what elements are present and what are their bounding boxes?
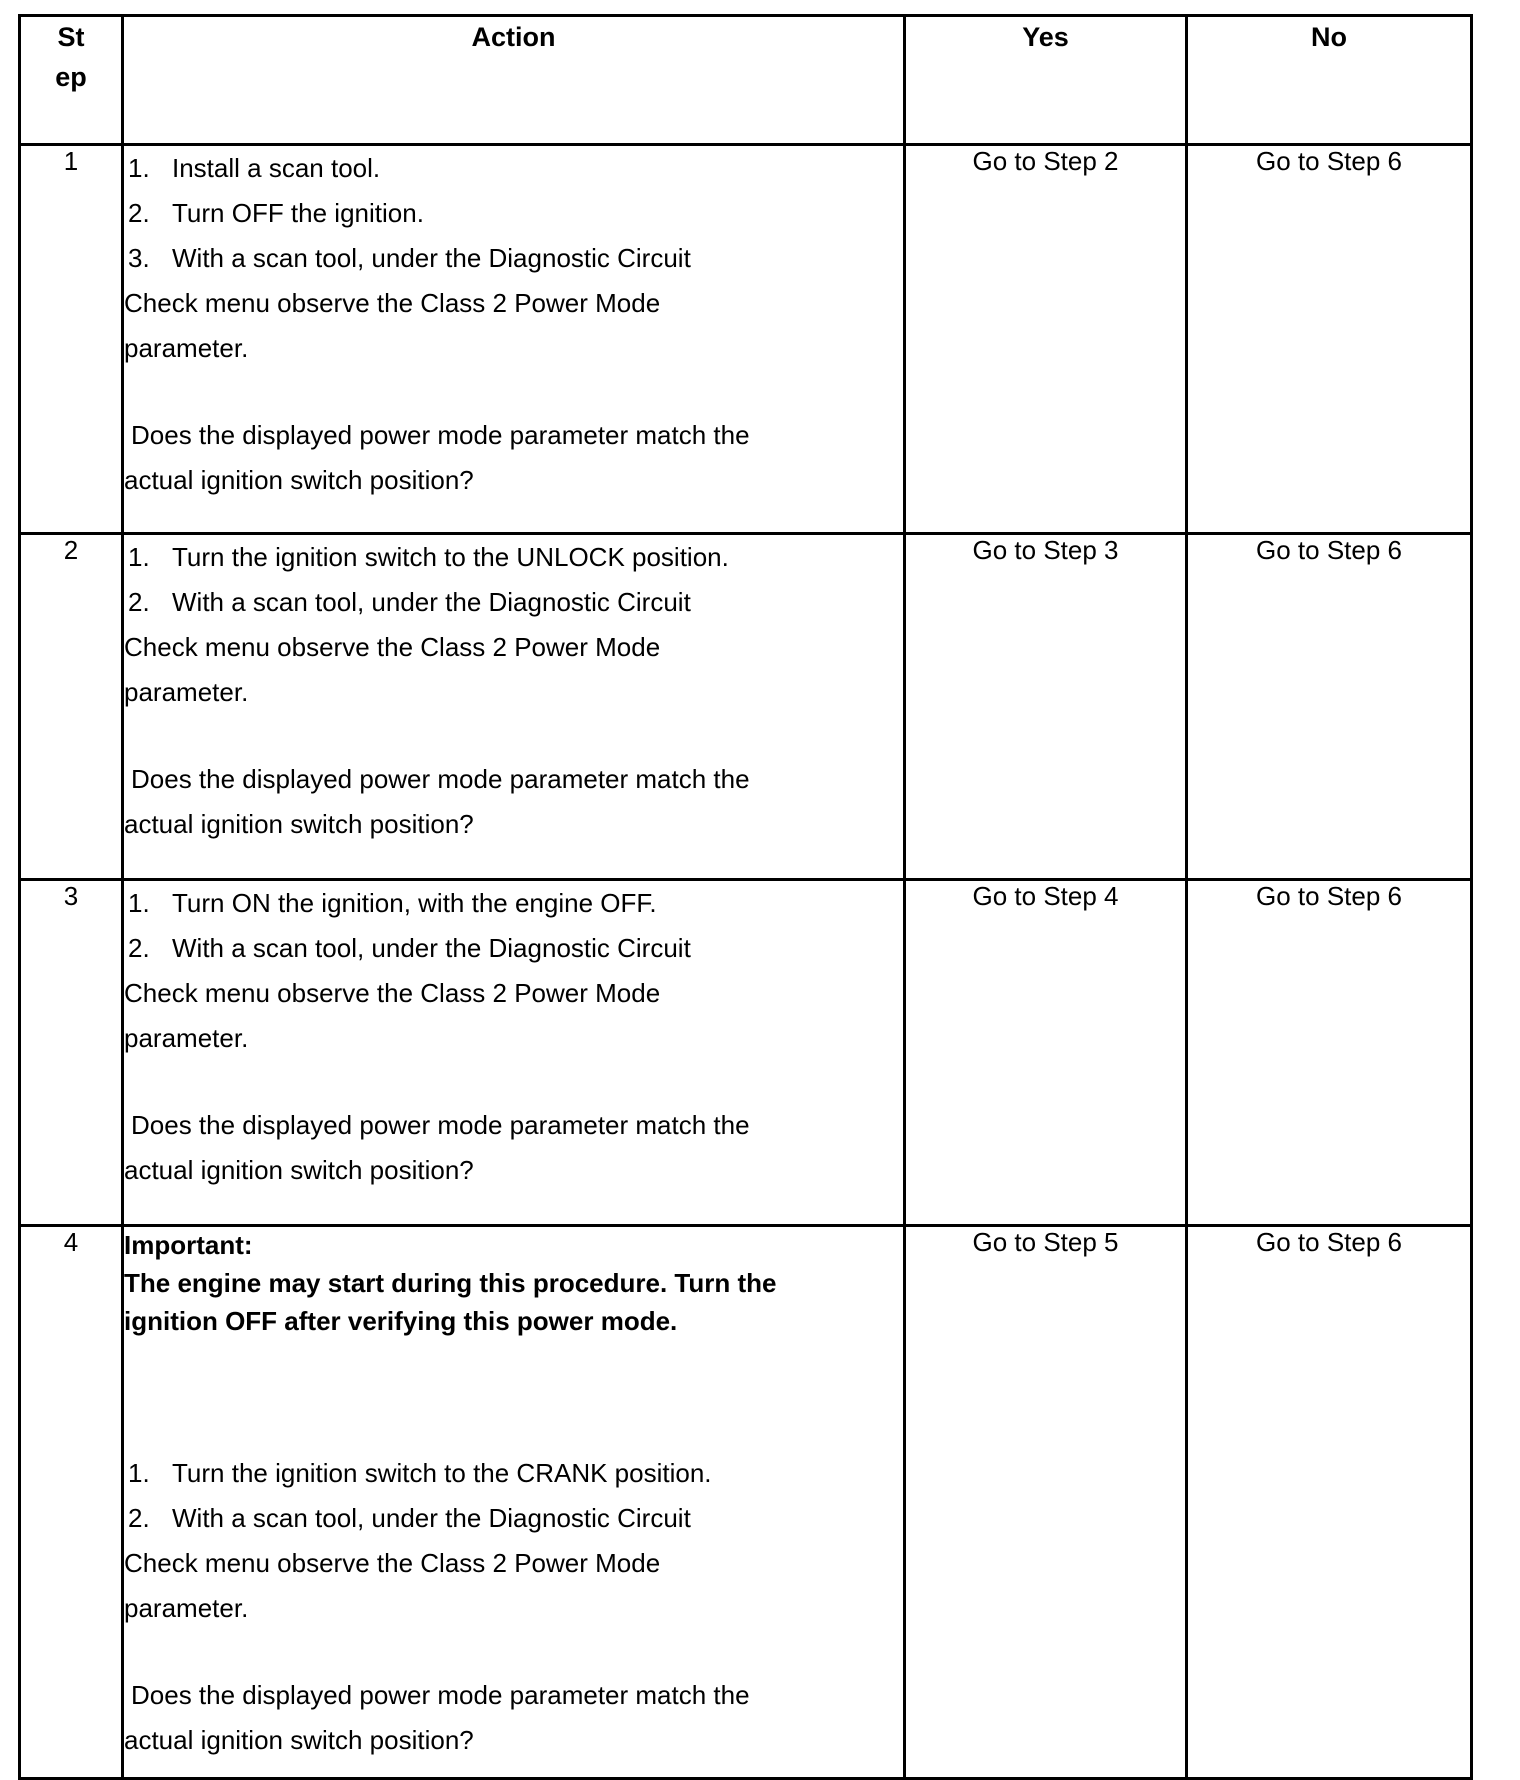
list-item: 1. Turn ON the ignition, with the engine OFF. (128, 888, 657, 918)
step-number: 2 (20, 534, 123, 880)
table-row (20, 880, 1472, 1226)
important-note: ignition OFF after verifying this power mode. (124, 1306, 678, 1336)
no-outcome: Go to Step 6 (1187, 534, 1472, 880)
diagnostic-table (18, 14, 1473, 1780)
important-note: The engine may start during this procedure. Turn the (124, 1268, 777, 1298)
action-cell (123, 1226, 905, 1779)
header-no: No (1187, 16, 1472, 145)
no-outcome: Go to Step 6 (1187, 145, 1472, 534)
question-text: actual ignition switch position? (124, 465, 474, 495)
no-outcome: Go to Step 6 (1187, 1226, 1472, 1779)
instruction-continuation: Check menu observe the Class 2 Power Mode (124, 288, 661, 318)
question-text: Does the displayed power mode parameter match the (131, 1110, 750, 1140)
instruction-continuation: Check menu observe the Class 2 Power Mode (124, 978, 661, 1008)
list-item: 2. With a scan tool, under the Diagnostic Circuit (128, 587, 691, 617)
table-row (20, 1226, 1472, 1779)
list-item: 2. Turn OFF the ignition. (128, 198, 424, 228)
question-text: Does the displayed power mode parameter match the (131, 1680, 750, 1710)
instruction-continuation: parameter. (124, 333, 249, 363)
instruction-continuation: parameter. (124, 677, 249, 707)
instruction-continuation: parameter. (124, 1593, 249, 1623)
step-number: 4 (20, 1226, 123, 1779)
yes-outcome: Go to Step 2 (905, 145, 1187, 534)
list-item: 2. With a scan tool, under the Diagnostic Circuit (128, 933, 691, 963)
list-item: 1. Turn the ignition switch to the UNLOCK position. (128, 542, 729, 572)
step-number: 3 (20, 880, 123, 1226)
list-item: 1. Turn the ignition switch to the CRANK position. (128, 1458, 712, 1488)
yes-outcome: Go to Step 4 (905, 880, 1187, 1226)
instruction-continuation: Check menu observe the Class 2 Power Mode (124, 632, 661, 662)
instruction-continuation: Check menu observe the Class 2 Power Mode (124, 1548, 661, 1578)
header-action: Action (123, 16, 905, 145)
table-row (20, 534, 1472, 880)
list-item: 3. With a scan tool, under the Diagnostic Circuit (128, 243, 691, 273)
header-step: Step (20, 16, 123, 145)
question-text: actual ignition switch position? (124, 1155, 474, 1185)
header-yes: Yes (905, 16, 1187, 145)
question-text: Does the displayed power mode parameter match the (131, 764, 750, 794)
question-text: actual ignition switch position? (124, 1725, 474, 1755)
table-row (20, 145, 1472, 534)
action-cell (123, 534, 905, 880)
instruction-continuation: parameter. (124, 1023, 249, 1053)
no-outcome: Go to Step 6 (1187, 880, 1472, 1226)
list-item: 1. Install a scan tool. (128, 153, 381, 183)
yes-outcome: Go to Step 3 (905, 534, 1187, 880)
question-text: Does the displayed power mode parameter match the (131, 420, 750, 450)
action-cell (123, 145, 905, 534)
action-cell (123, 880, 905, 1226)
important-label: Important: (124, 1230, 253, 1260)
question-text: actual ignition switch position? (124, 809, 474, 839)
yes-outcome: Go to Step 5 (905, 1226, 1187, 1779)
list-item: 2. With a scan tool, under the Diagnostic Circuit (128, 1503, 691, 1533)
step-number: 1 (20, 145, 123, 534)
header-row (20, 16, 1472, 145)
